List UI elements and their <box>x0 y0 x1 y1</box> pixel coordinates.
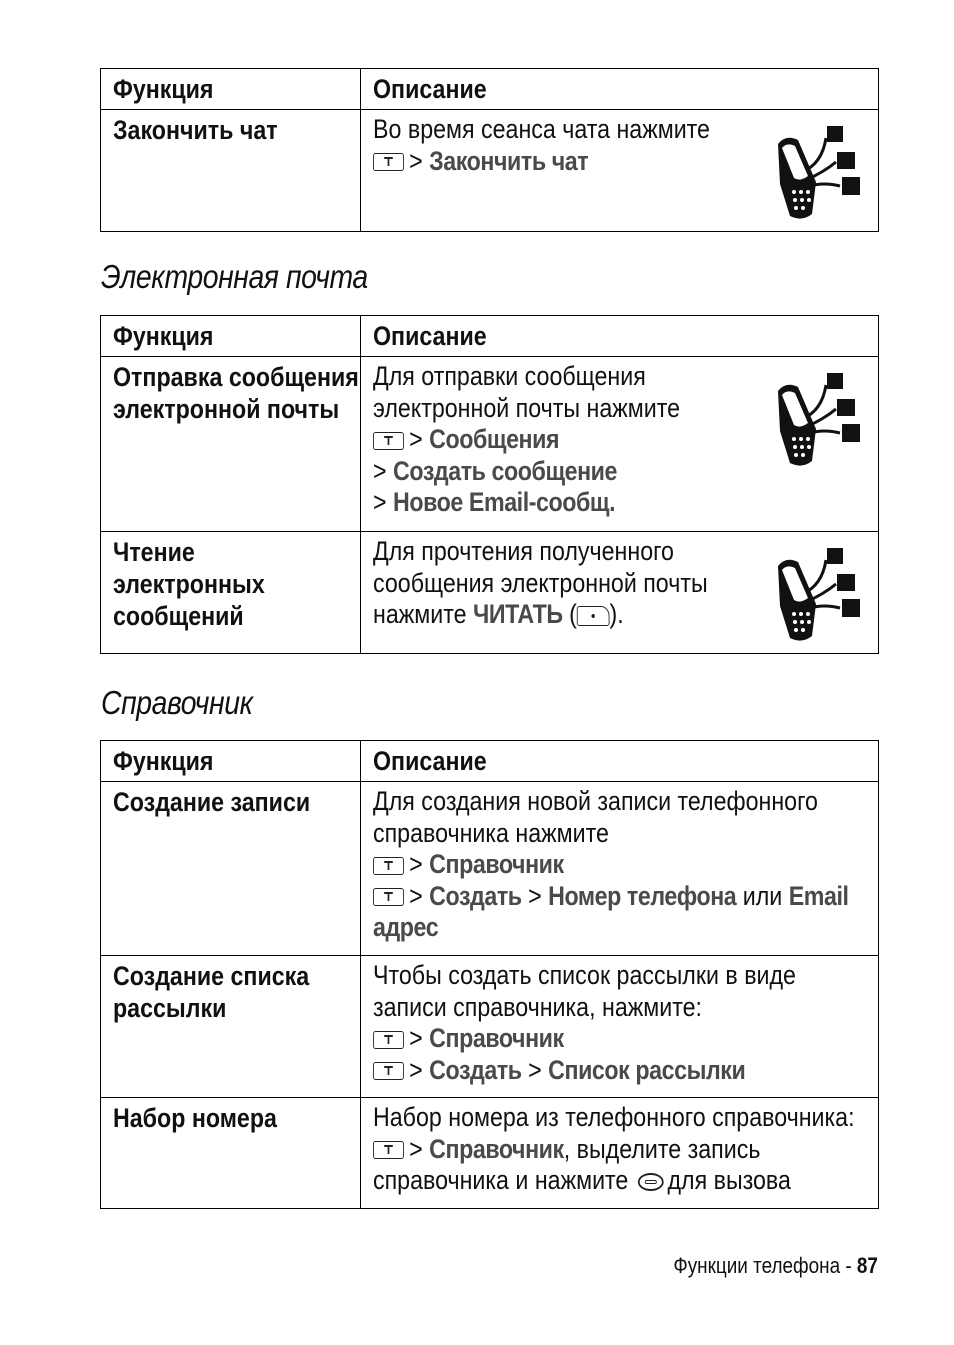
network-feature-phone-icon <box>772 546 862 644</box>
header-function: Функция <box>101 316 361 357</box>
function-name: Набор номера <box>113 1103 277 1133</box>
page-number: 87 <box>856 1253 878 1278</box>
function-name: Создание списка рассылки <box>113 961 310 1023</box>
header-function: Функция <box>101 741 361 782</box>
menu-key-icon <box>373 432 404 450</box>
network-feature-phone-icon <box>772 371 862 469</box>
section-title-email: Электронная почта <box>101 258 368 295</box>
function-name: Закончить чат <box>113 115 278 145</box>
send-key-icon <box>638 1173 664 1191</box>
menu-key-icon <box>373 1031 404 1049</box>
table-row <box>101 110 879 232</box>
chat-table <box>100 68 879 232</box>
table-row <box>101 782 879 956</box>
menu-key-icon <box>373 1141 404 1159</box>
table-row <box>101 357 879 532</box>
function-description: Набор номера из телефонного справочника: > Справочник, выделите запись справочника и нажмите для вызова <box>373 1102 855 1195</box>
header-description: Описание <box>361 316 879 357</box>
function-description: Для создания новой записи телефонного справочника нажмите > Справочник > Создать > Номер телефона или Email адрес <box>373 786 849 942</box>
function-name: Создание записи <box>113 787 311 817</box>
menu-key-icon <box>373 1062 404 1080</box>
section-title-phonebook: Справочник <box>101 684 253 721</box>
page-footer: Функции телефона - 87 <box>673 1253 878 1278</box>
header-description: Описание <box>361 69 879 110</box>
function-name: Чтение электронных сообщений <box>113 537 265 631</box>
table-row <box>101 956 879 1098</box>
menu-key-icon <box>373 888 404 906</box>
menu-key-icon <box>373 153 404 171</box>
function-description: Во время сеанса чата нажмите > Закончить чат <box>373 114 710 176</box>
right-soft-key-icon <box>577 606 610 626</box>
table-row <box>101 1098 879 1209</box>
header-description: Описание <box>361 741 879 782</box>
function-description: Чтобы создать список рассылки в виде записи справочника, нажмите: > Справочник > Создать > Список рассылки <box>373 960 796 1085</box>
function-description: Для отправки сообщения электронной почты нажмите > Сообщения > Создать сообщение > Новое Email-сообщ. <box>373 361 681 517</box>
network-feature-phone-icon <box>772 124 862 222</box>
phonebook-table <box>100 740 879 1209</box>
function-description: Для прочтения полученного сообщения электронной почты нажмите ЧИТАТЬ ( ). <box>373 536 708 629</box>
function-name: Отправка сообщения электронной почты <box>113 362 359 424</box>
menu-key-icon <box>373 857 404 875</box>
header-function: Функция <box>101 69 361 110</box>
table-row <box>101 532 879 654</box>
email-table <box>100 315 879 654</box>
